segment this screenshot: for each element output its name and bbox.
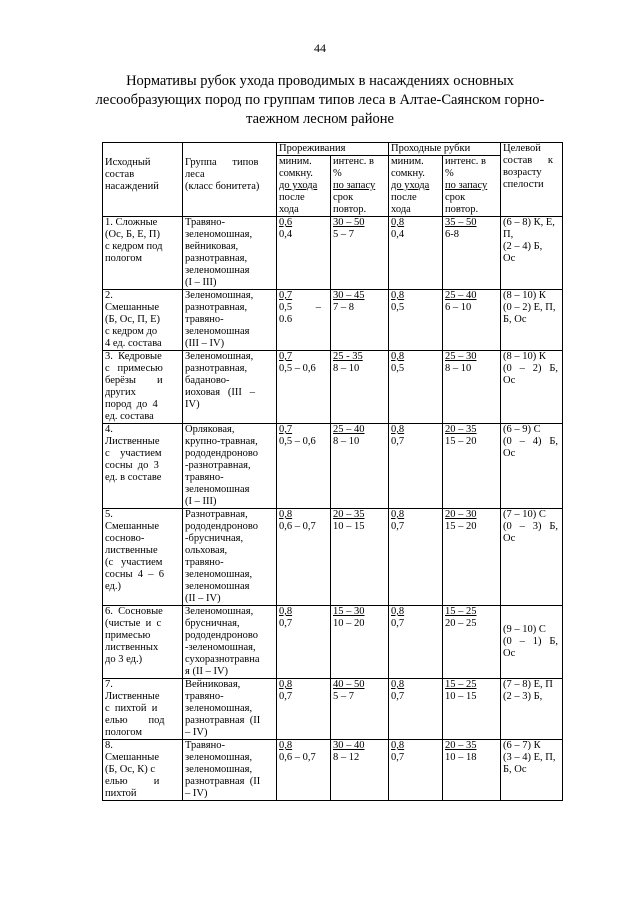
cell-target bbox=[501, 509, 563, 606]
cell-line: 0,8 bbox=[279, 606, 293, 617]
cell-line: Травяно- bbox=[185, 740, 225, 751]
header-initial: Исходный состав насаждений bbox=[103, 143, 183, 217]
table-row bbox=[103, 351, 563, 424]
cell-thinning-int bbox=[331, 740, 389, 801]
cell-line: 8 – 12 bbox=[333, 752, 360, 763]
cell-line: 4 ед. состава bbox=[105, 338, 162, 349]
cell-target bbox=[501, 424, 563, 509]
cell-line: травяно- bbox=[185, 472, 224, 483]
cell-line: 35 – 50 bbox=[445, 217, 477, 228]
cell-line: 3. Кедровые bbox=[105, 351, 162, 362]
cell-line: 10 – 20 bbox=[333, 618, 365, 629]
cell-line: 0,7 bbox=[391, 691, 405, 702]
cell-line: 0,8 bbox=[391, 740, 405, 751]
cell-line: 7 – 8 bbox=[333, 302, 354, 313]
title-line: Нормативы рубок ухода проводимых в насаждениях основных bbox=[126, 73, 514, 89]
cell-line: 0,7 bbox=[279, 424, 293, 435]
cell-group bbox=[183, 740, 277, 801]
cell-line: Разнотравная, bbox=[185, 509, 248, 520]
cell-line: рододендроново bbox=[185, 448, 258, 459]
cell-line: ед. состава bbox=[105, 411, 154, 422]
cell-line: ед.) bbox=[105, 581, 121, 592]
cell-passage-int bbox=[443, 424, 501, 509]
cell-line: с кедром под bbox=[105, 241, 163, 252]
cell-line: зеленомошная bbox=[185, 265, 250, 276]
title-line: лесообразующих пород по группам типов леса в Алтае-Саянском горно- bbox=[95, 92, 545, 108]
cell-line: 15 – 20 bbox=[445, 521, 477, 532]
cell-line: травяно- bbox=[185, 557, 224, 568]
cell-passage-min bbox=[389, 509, 443, 606]
cell-line: (3 – 4) Е, П, bbox=[503, 752, 556, 763]
cell-line: 0,4 bbox=[391, 229, 405, 240]
cell-line: 30 – 50 bbox=[333, 217, 365, 228]
cell-line: 1. Сложные bbox=[105, 217, 158, 228]
cell-line: -зеленомошная, bbox=[185, 642, 256, 653]
title-line: таежном лесном районе bbox=[246, 111, 394, 127]
cell-line: (чистые и с bbox=[105, 618, 162, 629]
cell-line: 0,7 bbox=[391, 521, 405, 532]
table-row bbox=[103, 740, 563, 801]
cell-line: 8 – 10 bbox=[445, 363, 472, 374]
header-pass-min: миним. сомкну. до ухода после хода bbox=[389, 156, 443, 217]
cell-line: 25 - 35 bbox=[333, 351, 363, 362]
cell-line: 0,8 bbox=[279, 740, 293, 751]
cell-initial bbox=[103, 606, 183, 679]
cell-thinning-int bbox=[331, 424, 389, 509]
cell-line: ольховая, bbox=[185, 545, 228, 556]
header-row-1 bbox=[103, 143, 563, 156]
cell-line: 0,7 bbox=[279, 351, 293, 362]
cell-line: 0,8 bbox=[391, 509, 405, 520]
cell-line: 0,6 – 0,7 bbox=[279, 752, 316, 763]
cell-line: 0,8 bbox=[391, 424, 405, 435]
cell-line: брусничная, bbox=[185, 618, 240, 629]
cell-line: крупно-травная, bbox=[185, 436, 258, 447]
cell-line: (I – III) bbox=[185, 496, 217, 507]
cell-line: (0 – 2) Е, П, bbox=[503, 302, 556, 313]
cell-thinning-min bbox=[277, 606, 331, 679]
cell-line: лиственные bbox=[105, 545, 158, 556]
cell-line: пологом bbox=[105, 253, 142, 264]
cell-line: 0,5 bbox=[391, 363, 405, 374]
cell-line: 5 – 7 bbox=[333, 229, 354, 240]
cell-group bbox=[183, 424, 277, 509]
cell-line: травяно- bbox=[185, 314, 224, 325]
table-row bbox=[103, 217, 563, 290]
cell-line: 25 – 40 bbox=[445, 290, 477, 301]
cell-line: зеленомошная bbox=[185, 581, 250, 592]
header-thin-min: миним. сомкну. до ухода после хода bbox=[277, 156, 331, 217]
cell-passage-int bbox=[443, 351, 501, 424]
cell-line: 0,6 – 0,7 bbox=[279, 521, 316, 532]
cell-line: Ос bbox=[503, 375, 516, 386]
cell-thinning-min bbox=[277, 509, 331, 606]
cell-initial bbox=[103, 509, 183, 606]
cell-thinning-int bbox=[331, 290, 389, 351]
cell-line: (Ос, Б, Е, П) bbox=[105, 229, 161, 240]
cell-line: Ос bbox=[503, 448, 516, 459]
cell-line: Смешанные bbox=[105, 521, 160, 532]
cell-thinning-int bbox=[331, 217, 389, 290]
cell-line: 10 – 18 bbox=[445, 752, 477, 763]
cell-line: (7 – 8) Е, П bbox=[503, 679, 553, 690]
cell-passage-min bbox=[389, 351, 443, 424]
cell-line: баданово- bbox=[185, 375, 230, 386]
cell-line: 0,8 bbox=[279, 509, 293, 520]
cell-line: до 3 ед.) bbox=[105, 654, 143, 665]
cell-line: с кедром до bbox=[105, 326, 158, 337]
cell-line: с примесью bbox=[105, 363, 163, 374]
cell-line: 0,5 bbox=[391, 302, 405, 313]
cell-group bbox=[183, 606, 277, 679]
cell-target bbox=[501, 679, 563, 740]
cell-group bbox=[183, 290, 277, 351]
cell-line: 15 – 30 bbox=[333, 606, 365, 617]
cell-line: сосны 4 – 6 bbox=[105, 569, 165, 580]
cell-line: 0,7 bbox=[279, 618, 293, 629]
cell-line: зеленомошная, bbox=[185, 569, 253, 580]
norms-table bbox=[102, 142, 563, 801]
cell-line: 0,7 bbox=[391, 752, 405, 763]
header-pass-int: интенс. в % по запасу срок повтор. bbox=[443, 156, 501, 217]
cell-line: Б, Ос bbox=[503, 314, 527, 325]
cell-line: 6 – 10 bbox=[445, 302, 472, 313]
cell-line: (0 – 4) Б, bbox=[503, 436, 559, 447]
cell-line: 20 – 30 bbox=[445, 509, 477, 520]
cell-line: сухоразнотравна bbox=[185, 654, 260, 665]
table-row bbox=[103, 424, 563, 509]
cell-line: Ос bbox=[503, 253, 516, 264]
cell-line: 15 – 25 bbox=[445, 606, 477, 617]
cell-line: 10 – 15 bbox=[445, 691, 477, 702]
cell-line: 15 – 25 bbox=[445, 679, 477, 690]
cell-line: 8 – 10 bbox=[333, 436, 360, 447]
cell-line: пород до 4 bbox=[105, 399, 158, 410]
cell-thinning-int bbox=[331, 679, 389, 740]
cell-line: (8 – 10) К bbox=[503, 290, 546, 301]
cell-line: 0,6 bbox=[279, 217, 293, 228]
cell-line: 0,7 bbox=[391, 436, 405, 447]
cell-line: травяно- bbox=[185, 691, 224, 702]
cell-line: 0,5 – 0,6 bbox=[279, 436, 316, 447]
cell-target bbox=[501, 351, 563, 424]
cell-line: рододендроново bbox=[185, 521, 258, 532]
cell-line: 20 – 35 bbox=[445, 424, 477, 435]
cell-line: 30 – 45 bbox=[333, 290, 365, 301]
cell-line: (6 – 8) К, Е, bbox=[503, 217, 555, 228]
cell-line: 10 – 15 bbox=[333, 521, 365, 532]
cell-line: Ос bbox=[503, 533, 516, 544]
cell-line: – IV) bbox=[185, 727, 208, 738]
cell-line: разнотравная, bbox=[185, 302, 248, 313]
cell-line: вейниковая, bbox=[185, 241, 239, 252]
cell-line: 25 – 30 bbox=[445, 351, 477, 362]
cell-line: разнотравная (II bbox=[185, 715, 261, 726]
cell-target bbox=[501, 290, 563, 351]
cell-thinning-int bbox=[331, 351, 389, 424]
cell-line: других bbox=[105, 387, 136, 398]
cell-line: зеленомошная, bbox=[185, 703, 253, 714]
cell-passage-int bbox=[443, 290, 501, 351]
cell-line: 20 – 25 bbox=[445, 618, 477, 629]
cell-line: Травяно- bbox=[185, 217, 225, 228]
cell-line: зеленомошная bbox=[185, 484, 250, 495]
cell-line: 0,8 bbox=[279, 679, 293, 690]
cell-group bbox=[183, 679, 277, 740]
cell-thinning-min bbox=[277, 351, 331, 424]
cell-target bbox=[501, 740, 563, 801]
cell-line: (III – IV) bbox=[185, 338, 225, 349]
cell-line: (0 – 3) Б, bbox=[503, 521, 559, 532]
cell-line: 20 – 35 bbox=[333, 509, 365, 520]
cell-line: зеленомошная, bbox=[185, 764, 253, 775]
cell-line: разнотравная, bbox=[185, 253, 248, 264]
cell-passage-min bbox=[389, 290, 443, 351]
cell-line: зеленомошная bbox=[185, 326, 250, 337]
cell-initial bbox=[103, 351, 183, 424]
cell-line: (7 – 10) С bbox=[503, 509, 546, 520]
header-thin-int: интенс. в % по запасу срок повтор. bbox=[331, 156, 389, 217]
cell-line: Смешанные bbox=[105, 302, 160, 313]
cell-line: сосново- bbox=[105, 533, 145, 544]
cell-passage-min bbox=[389, 606, 443, 679]
cell-passage-int bbox=[443, 509, 501, 606]
cell-target bbox=[501, 606, 563, 679]
cell-initial bbox=[103, 290, 183, 351]
cell-line: 5. bbox=[105, 509, 113, 520]
cell-thinning-min bbox=[277, 217, 331, 290]
cell-line: – IV) bbox=[185, 788, 208, 799]
cell-line: 2. bbox=[105, 290, 113, 301]
cell-line: (с участием bbox=[105, 557, 163, 568]
cell-line: 0,8 bbox=[391, 606, 405, 617]
cell-thinning-int bbox=[331, 606, 389, 679]
cell-line: 8. bbox=[105, 740, 113, 751]
cell-line: 0,8 bbox=[391, 679, 405, 690]
cell-line: Зеленомошная, bbox=[185, 606, 254, 617]
header-thinning: Прореживания bbox=[277, 143, 389, 156]
cell-line: 8 – 10 bbox=[333, 363, 360, 374]
cell-line: елью и bbox=[105, 776, 160, 787]
cell-line: Вейниковая, bbox=[185, 679, 241, 690]
cell-group bbox=[183, 509, 277, 606]
header-group: Группа типов леса (класс бонитета) bbox=[183, 143, 277, 217]
cell-initial bbox=[103, 217, 183, 290]
cell-line: иоховая (III – bbox=[185, 387, 256, 398]
cell-line: Зеленомошная, bbox=[185, 290, 254, 301]
cell-line: 25 – 40 bbox=[333, 424, 365, 435]
cell-line: 7. bbox=[105, 679, 113, 690]
cell-line: зеленомошная, bbox=[185, 229, 253, 240]
cell-initial bbox=[103, 679, 183, 740]
cell-line: елью под bbox=[105, 715, 165, 726]
cell-line: (6 – 9) С bbox=[503, 424, 541, 435]
cell-line: Смешанные bbox=[105, 752, 160, 763]
cell-line: с участием bbox=[105, 448, 162, 459]
table-row bbox=[103, 509, 563, 606]
cell-line: 0,8 bbox=[391, 217, 405, 228]
cell-line: разнотравная, bbox=[185, 363, 248, 374]
cell-line: П, bbox=[503, 229, 514, 240]
cell-line: 4. bbox=[105, 424, 113, 435]
cell-line: -разнотравная, bbox=[185, 460, 251, 471]
cell-initial bbox=[103, 424, 183, 509]
cell-line: 0,8 bbox=[391, 351, 405, 362]
cell-line: Орляковая, bbox=[185, 424, 235, 435]
cell-passage-int bbox=[443, 740, 501, 801]
cell-line: (Б, Ос, П, Е) bbox=[105, 314, 161, 325]
cell-line: (Б, Ос, К) с bbox=[105, 764, 156, 775]
cell-line: (I – III) bbox=[185, 277, 217, 288]
cell-passage-int bbox=[443, 217, 501, 290]
cell-line: 0,4 bbox=[279, 229, 293, 240]
cell-line: лиственных bbox=[105, 642, 159, 653]
table-row bbox=[103, 606, 563, 679]
cell-line: Б, Ос bbox=[503, 764, 527, 775]
cell-line: сосны до 3 bbox=[105, 460, 159, 471]
cell-line: (0 – 1) Б, bbox=[503, 636, 559, 647]
cell-line: 0,8 bbox=[391, 290, 405, 301]
page-number: 44 bbox=[314, 41, 326, 55]
cell-line: (9 – 10) С bbox=[503, 624, 546, 635]
cell-passage-int bbox=[443, 679, 501, 740]
cell-line: 0,5 – bbox=[279, 302, 321, 313]
cell-line: 0,7 bbox=[279, 691, 293, 702]
cell-line: (0 – 2) Б, bbox=[503, 363, 559, 374]
cell-line: примесью bbox=[105, 630, 151, 641]
cell-line: 0,7 bbox=[391, 618, 405, 629]
cell-line: 0,5 – 0,6 bbox=[279, 363, 316, 374]
cell-line: берёзы и bbox=[105, 375, 163, 386]
cell-line: рододендроново bbox=[185, 630, 258, 641]
cell-thinning-min bbox=[277, 290, 331, 351]
cell-line: Зеленомошная, bbox=[185, 351, 254, 362]
cell-line: пологом bbox=[105, 727, 142, 738]
cell-line: (2 – 4) Б, bbox=[503, 241, 543, 252]
cell-line: (II – IV) bbox=[185, 593, 221, 604]
cell-thinning-int bbox=[331, 509, 389, 606]
cell-thinning-min bbox=[277, 424, 331, 509]
cell-target bbox=[501, 217, 563, 290]
cell-line: 20 – 35 bbox=[445, 740, 477, 751]
cell-thinning-min bbox=[277, 740, 331, 801]
header-passage: Проходные рубки bbox=[389, 143, 501, 156]
cell-initial bbox=[103, 740, 183, 801]
cell-line: 5 – 7 bbox=[333, 691, 354, 702]
cell-line: 6. Сосновые bbox=[105, 606, 163, 617]
cell-thinning-min bbox=[277, 679, 331, 740]
cell-line: 15 – 20 bbox=[445, 436, 477, 447]
cell-line: я (II – IV) bbox=[185, 666, 229, 677]
cell-line: Ос bbox=[503, 648, 516, 659]
cell-line: с пихтой и bbox=[105, 703, 158, 714]
cell-line: Лиственные bbox=[105, 691, 160, 702]
cell-passage-int bbox=[443, 606, 501, 679]
cell-line: зеленомошная, bbox=[185, 752, 253, 763]
cell-passage-min bbox=[389, 679, 443, 740]
cell-line: 6-8 bbox=[445, 229, 460, 240]
cell-line: разнотравная (II bbox=[185, 776, 261, 787]
cell-line: (6 – 7) К bbox=[503, 740, 541, 751]
cell-line: ед. в составе bbox=[105, 472, 162, 483]
document-title bbox=[90, 72, 550, 129]
cell-line: (8 – 10) К bbox=[503, 351, 546, 362]
header-target: Целевой состав к возрасту спелости bbox=[501, 143, 563, 217]
cell-line: -брусничная, bbox=[185, 533, 244, 544]
cell-group bbox=[183, 351, 277, 424]
cell-passage-min bbox=[389, 424, 443, 509]
cell-passage-min bbox=[389, 217, 443, 290]
cell-line: пихтой bbox=[105, 788, 137, 799]
table-row bbox=[103, 679, 563, 740]
cell-passage-min bbox=[389, 740, 443, 801]
cell-line: (2 – 3) Б, bbox=[503, 691, 543, 702]
cell-line: 30 – 40 bbox=[333, 740, 365, 751]
cell-line: 0,7 bbox=[279, 290, 293, 301]
table-row bbox=[103, 290, 563, 351]
cell-line: Лиственные bbox=[105, 436, 160, 447]
cell-group bbox=[183, 217, 277, 290]
cell-line: 40 – 50 bbox=[333, 679, 365, 690]
cell-line: 0.6 bbox=[279, 314, 293, 325]
cell-line: IV) bbox=[185, 399, 200, 410]
